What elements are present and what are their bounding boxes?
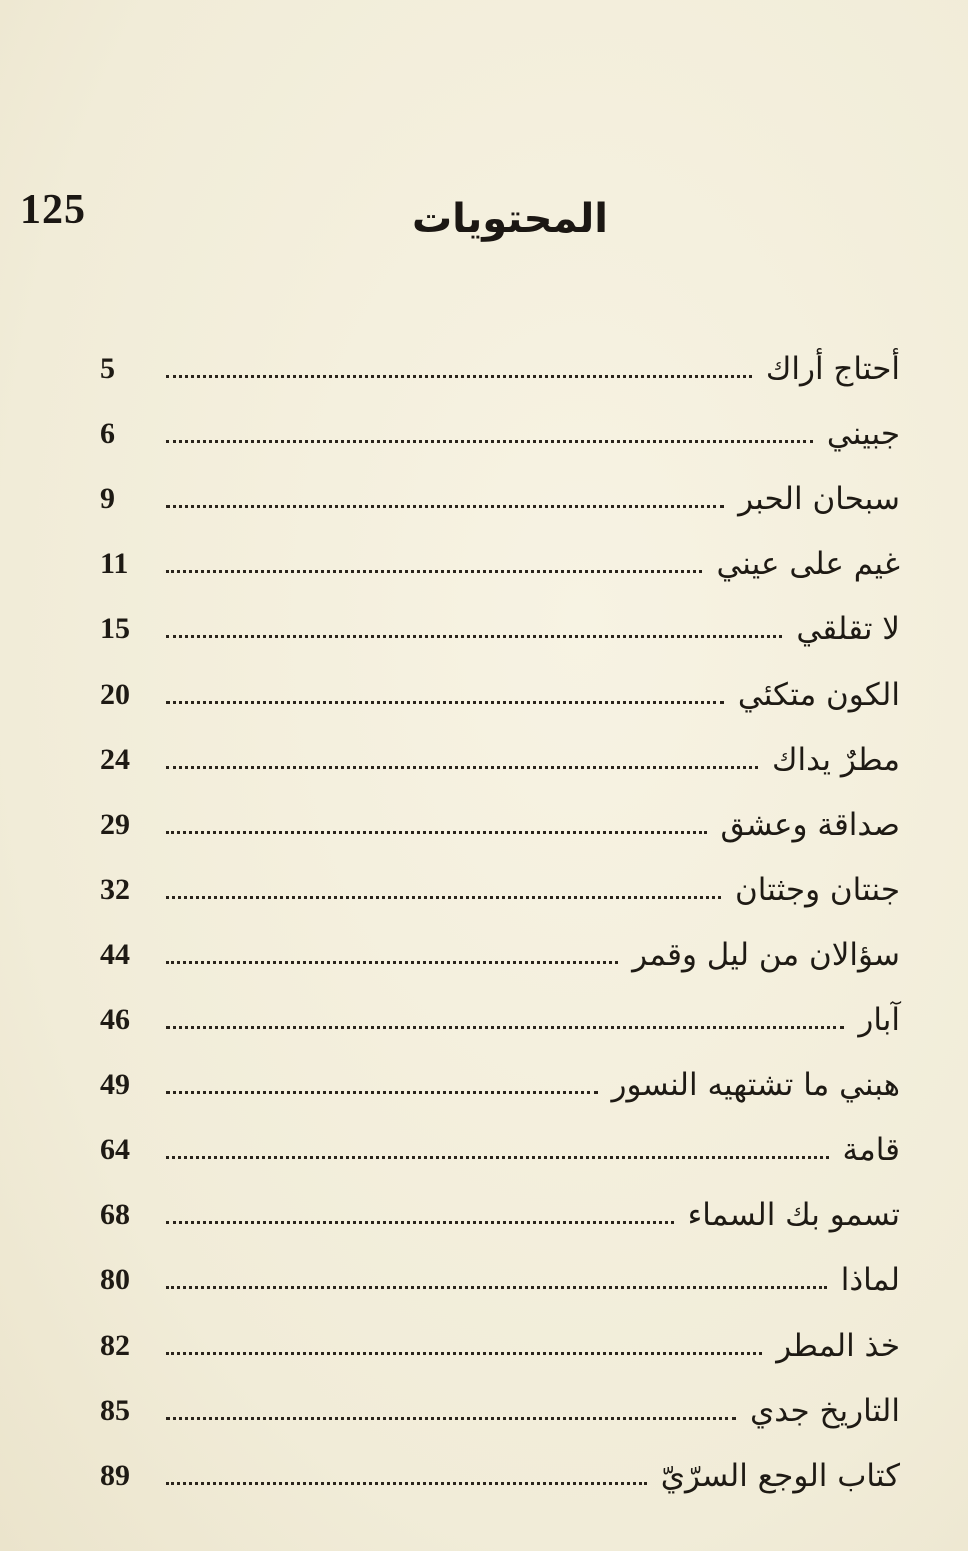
toc-entry-title: صداقة وعشق [720,806,900,843]
dot-leader [166,701,724,704]
dot-leader [166,440,813,443]
toc-entry[interactable] [100,1176,900,1241]
toc-entry-page: 29 [100,807,130,841]
dot-leader [166,766,758,769]
dot-leader [166,961,618,964]
toc-entry-title: غيم على عيني [716,546,900,583]
toc-entry-title: جبيني [826,416,900,453]
toc-entry-page: 82 [100,1328,130,1362]
toc-entry[interactable] [100,981,900,1046]
dot-leader [166,1352,762,1355]
toc-entry-title: جنتان وجثتان [735,871,900,908]
toc-entry-page: 44 [100,937,130,971]
toc-entry-title: هبني ما تشتهيه النسور [611,1067,900,1104]
page-number: 125 [20,187,86,233]
dot-leader [166,635,782,638]
dot-leader [166,1482,647,1485]
toc-entry-title: الكون متكئي [737,676,900,713]
dot-leader [166,1026,844,1029]
toc-entry-page: 46 [100,1003,130,1037]
toc-entry[interactable] [100,721,900,786]
toc-entry-page: 64 [100,1133,130,1167]
toc-entry-title: سؤالان من ليل وقمر [632,936,900,973]
dot-leader [166,1156,829,1159]
page-title: المحتويات [411,196,608,242]
toc-entry[interactable] [100,330,900,395]
toc-entry[interactable] [100,590,900,655]
toc-entry-page: 85 [100,1393,130,1427]
toc-entry-page: 5 [100,352,115,386]
toc-entry-title: آبار [858,1002,900,1039]
table-of-contents [100,330,900,1502]
toc-entry[interactable] [100,655,900,720]
toc-entry[interactable] [100,851,900,916]
toc-entry[interactable] [100,1437,900,1502]
toc-entry[interactable] [100,525,900,590]
toc-entry-page: 24 [100,742,130,776]
dot-leader [166,1286,827,1289]
toc-entry[interactable] [100,916,900,981]
toc-entry-title: لا تقلقي [796,611,900,648]
toc-entry-title: سبحان الحبر [738,481,900,518]
dot-leader [166,1417,736,1420]
dot-leader [166,831,707,834]
toc-entry-page: 20 [100,677,130,711]
toc-entry[interactable] [100,395,900,460]
toc-entry-page: 15 [100,612,130,646]
toc-entry[interactable] [100,460,900,525]
toc-entry-title: أحتاج أراك [765,351,900,388]
toc-entry-page: 49 [100,1068,130,1102]
dot-leader [166,505,724,508]
toc-entry[interactable] [100,1241,900,1306]
toc-entry-title: قامة [842,1132,900,1169]
toc-entry-page: 11 [100,547,129,581]
toc-entry-page: 80 [100,1263,130,1297]
toc-entry-title: خذ المطر [776,1327,900,1364]
toc-entry-title: كتاب الوجع السرّيّ [660,1457,900,1494]
toc-entry[interactable] [100,786,900,851]
toc-entry-title: مطرٌ يداك [771,741,900,778]
dot-leader [166,1091,598,1094]
toc-entry[interactable] [100,1306,900,1371]
toc-entry[interactable] [100,1111,900,1176]
dot-leader [166,375,752,378]
toc-entry-page: 32 [100,872,130,906]
toc-entry-page: 89 [100,1458,130,1492]
dot-leader [166,1221,674,1224]
toc-entry[interactable] [100,1046,900,1111]
toc-entry[interactable] [100,1372,900,1437]
dot-leader [166,896,721,899]
toc-entry-title: لماذا [840,1262,900,1299]
toc-entry-page: 68 [100,1198,130,1232]
toc-entry-page: 9 [100,482,115,516]
toc-entry-title: تسمو بك السماء [687,1197,900,1234]
toc-entry-page: 6 [100,417,115,451]
dot-leader [166,570,702,573]
toc-entry-title: التاريخ جدي [749,1392,900,1429]
